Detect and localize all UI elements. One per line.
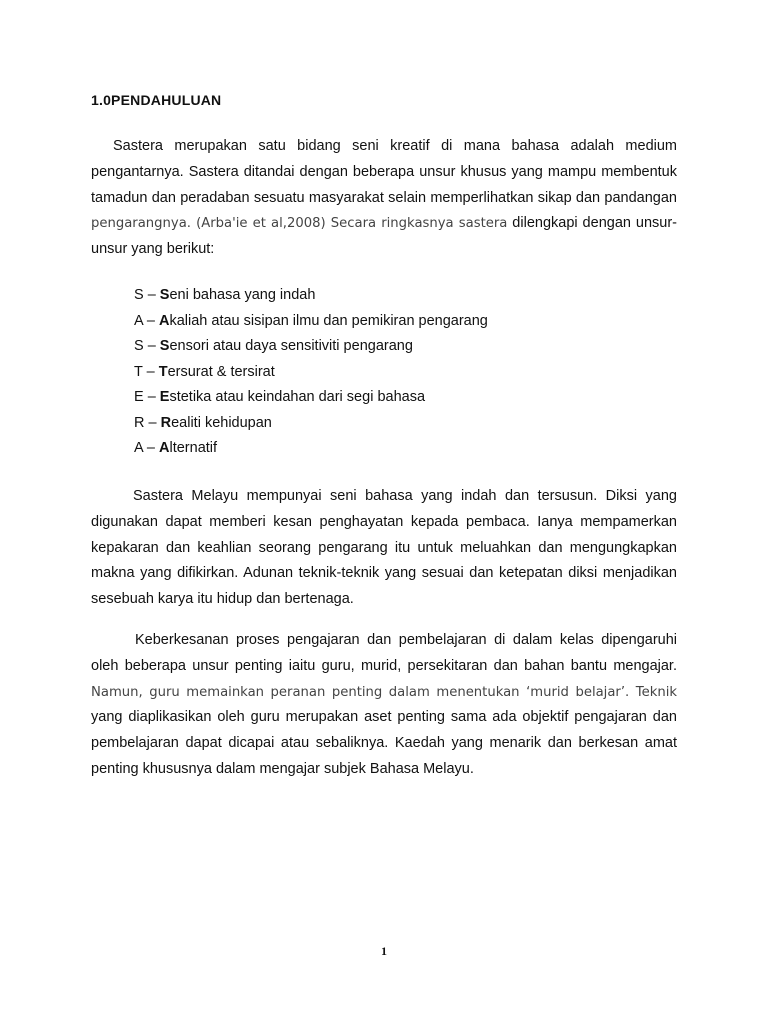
list-text: ersurat & tersirat <box>167 363 275 380</box>
list-letter: A <box>134 440 143 456</box>
list-item <box>134 309 488 335</box>
page-number: 1 <box>381 944 387 958</box>
list-dash: – <box>144 414 161 431</box>
list-dash: – <box>143 389 160 405</box>
list-letter: S <box>134 287 144 303</box>
paragraph-text: Keberkesanan proses pengajaran dan pembelajaran di dalam kelas dipengaruhi oleh beberapa unsur penting iaitu guru, murid, persekitaran dan bahan bantu mengajar. <box>91 632 677 674</box>
list-item <box>134 360 488 386</box>
list-key-letter: R <box>160 414 172 431</box>
paragraph-text: Sastera merupakan satu bidang seni kreatif di mana bahasa adalah medium pengantarnya. Sastera ditandai dengan beberapa unsur khusus yang mampu membentuk tamadun dan peradaban sesuatu masyarakat selain memperlihatkan sikap dan pandangan <box>91 138 677 206</box>
list-letter: S <box>134 338 144 354</box>
list-item <box>134 334 488 360</box>
list-key-letter: E <box>159 389 170 405</box>
list-dash: – <box>142 363 159 380</box>
list-letter: T <box>134 363 143 380</box>
list-item <box>134 436 488 462</box>
list-text: ealiti kehidupan <box>171 414 272 431</box>
list-letter: A <box>134 312 143 329</box>
citation-text: pengarangnya. (Arba'ie et al,2008) Secara ringkasnya sastera <box>91 216 508 232</box>
list-key-letter: S <box>159 287 170 303</box>
paragraph-keberkesanan <box>91 628 677 783</box>
paragraph-muted-text: Namun, guru memainkan peranan penting dalam menentukan ‘murid belajar’. Teknik <box>91 684 677 700</box>
section-heading: 1.0PENDAHULUAN <box>91 92 222 108</box>
list-item <box>134 385 488 411</box>
list-dash: – <box>143 287 160 303</box>
list-key-letter: S <box>159 338 170 354</box>
sastera-acronym-list <box>134 283 488 462</box>
paragraph-introduction <box>91 134 677 263</box>
list-text: stetika atau keindahan dari segi bahasa <box>169 389 426 405</box>
list-letter: R <box>134 414 145 431</box>
list-text: ensori atau daya sensitiviti pengarang <box>169 338 413 354</box>
list-text: eni bahasa yang indah <box>169 287 316 303</box>
paragraph-sastera-melayu: Sastera Melayu mempunyai seni bahasa yang indah dan tersusun. Diksi yang digunakan dapat memberi kesan penghayatan kepada pembaca. Ianya mempamerkan kepakaran dan keahlian seorang pengarang itu untuk meluahkan dan mengungkapkan makna yang difikirkan. Adunan teknik-teknik yang sesuai dan ketepatan diksi menjadikan sesebuah karya itu hidup dan bertenaga. <box>91 488 677 608</box>
list-text: kaliah atau sisipan ilmu dan pemikiran pengarang <box>169 312 488 329</box>
paragraph-text: dilengkapi dengan unsur-unsur yang berikut: <box>91 215 677 258</box>
list-key-letter: A <box>159 312 170 329</box>
list-dash: – <box>142 440 159 456</box>
list-letter: E <box>134 389 144 405</box>
list-key-letter: A <box>159 440 170 456</box>
list-item <box>134 283 488 309</box>
list-text: lternatif <box>169 440 218 456</box>
paragraph-text: yang diaplikasikan oleh guru merupakan aset penting sama ada objektif pengajaran dan pembelajaran dapat dicapai atau sebaliknya. Kaedah yang menarik dan berkesan amat penting khususnya dalam mengajar subjek Bahasa Melayu. <box>91 709 677 777</box>
list-dash: – <box>143 338 160 354</box>
list-dash: – <box>142 312 159 329</box>
list-key-letter: T <box>158 363 168 380</box>
list-item <box>134 411 488 437</box>
